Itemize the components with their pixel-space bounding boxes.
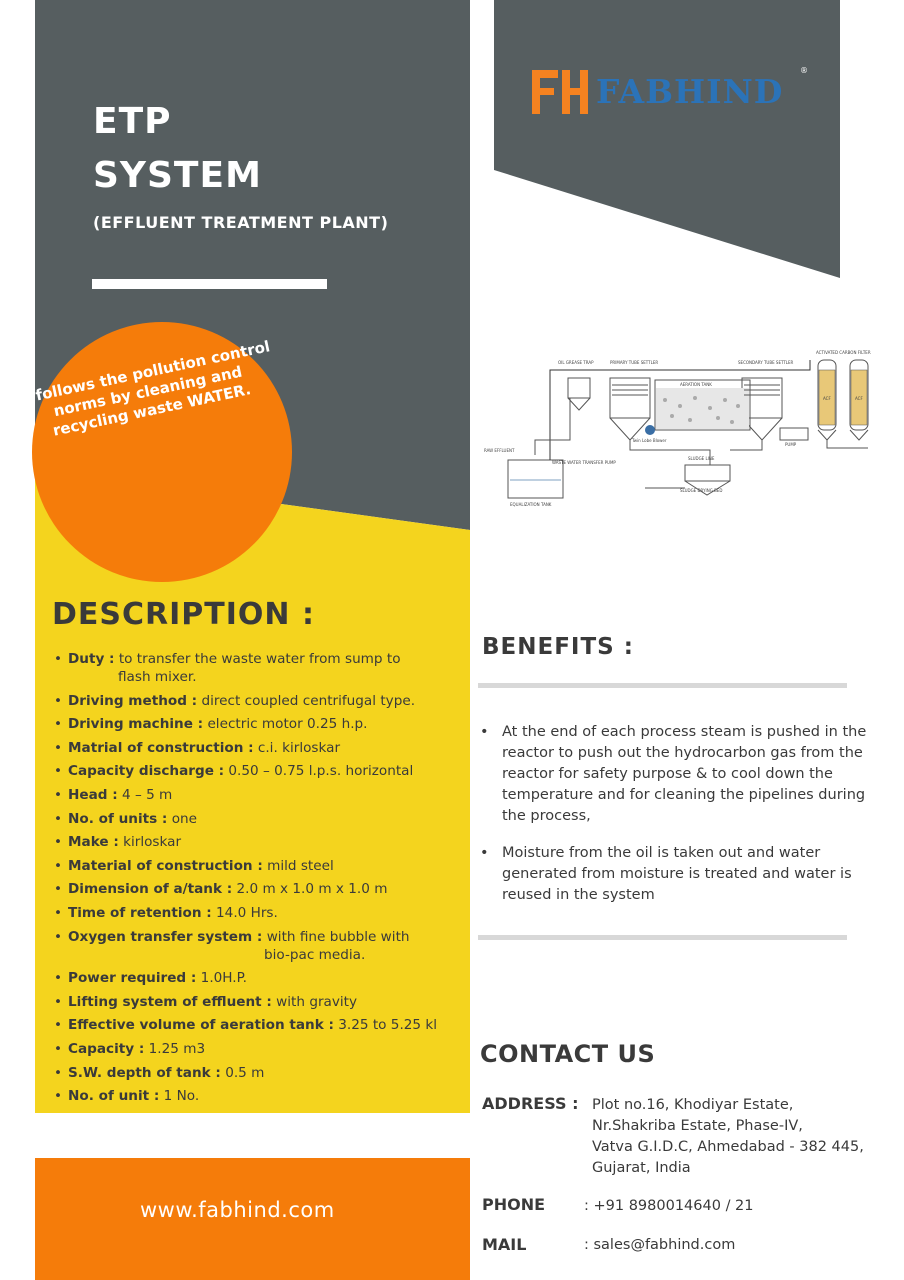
dark-right-panel bbox=[494, 0, 840, 278]
description-item bbox=[54, 810, 466, 828]
description-key: Make : bbox=[68, 834, 119, 851]
title-line-2: SYSTEM bbox=[93, 155, 262, 196]
benefits-heading: BENEFITS : bbox=[482, 634, 634, 660]
description-value: direct coupled centrifugal type. bbox=[201, 692, 416, 709]
address-label: ADDRESS : bbox=[482, 1094, 579, 1113]
description-key: Oxygen transfer system : bbox=[68, 928, 263, 945]
description-heading: DESCRIPTION : bbox=[52, 597, 315, 632]
logo-text: FABHIND bbox=[596, 72, 784, 111]
description-key: Effective volume of aeration tank : bbox=[68, 1017, 334, 1034]
description-item bbox=[54, 650, 466, 686]
description-key: S.W. depth of tank : bbox=[68, 1064, 221, 1081]
description-value: 3.25 to 5.25 kl bbox=[338, 1017, 438, 1034]
description-value: c.i. kirloskar bbox=[257, 739, 341, 756]
description-value: to transfer the waste water from sump to bbox=[118, 651, 401, 667]
description-item bbox=[54, 715, 466, 733]
description-item bbox=[54, 1087, 466, 1105]
description-value: 1.25 m3 bbox=[148, 1040, 206, 1057]
description-item bbox=[54, 1040, 466, 1058]
description-continuation: bio-pac media. bbox=[264, 946, 366, 963]
contact-heading: CONTACT US bbox=[480, 1040, 656, 1068]
address-line-4: Gujarat, India bbox=[592, 1160, 691, 1176]
description-item bbox=[54, 928, 466, 964]
diagram-label-acf-2: ACF bbox=[855, 396, 863, 401]
diagram-label-sludge-line: SLUDGE LINE bbox=[688, 456, 715, 461]
benefits-rule-bottom bbox=[478, 935, 847, 940]
description-key: No. of units : bbox=[68, 810, 168, 827]
description-value: with gravity bbox=[276, 993, 358, 1010]
description-item bbox=[54, 762, 466, 780]
description-item bbox=[54, 692, 466, 710]
description-value: kirloskar bbox=[123, 834, 182, 851]
diagram-label-primary-settler: PRIMARY TUBE SETTLER bbox=[610, 360, 659, 365]
diagram-label-transfer-pump: WASTE WATER TRANSFER PUMP bbox=[552, 460, 616, 465]
description-item bbox=[54, 1016, 466, 1034]
address-block bbox=[592, 1095, 892, 1179]
description-key: Duty : bbox=[68, 651, 115, 667]
benefits-rule-top bbox=[478, 683, 847, 688]
description-item bbox=[54, 833, 466, 851]
description-item bbox=[54, 857, 466, 875]
address-line-1: Plot no.16, Khodiyar Estate, bbox=[592, 1097, 794, 1113]
mail-value[interactable]: : sales@fabhind.com bbox=[584, 1237, 736, 1253]
benefit-item: • At the end of each process steam is pushed in the reactor to push out the hydrocarbon gas from the reactor for safety purpose & to cool down the temperature and for cleaning the pipelines during the process, bbox=[480, 722, 880, 827]
diagram-label-oil-grease-trap: OIL GREASE TRAP bbox=[558, 360, 594, 365]
description-continuation: flash mixer. bbox=[118, 669, 197, 685]
subtitle: (EFFLUENT TREATMENT PLANT) bbox=[93, 213, 389, 232]
description-value: 2.0 m x 1.0 m x 1.0 m bbox=[236, 881, 388, 898]
address-line-3: Vatva G.I.D.C, Ahmedabad - 382 445, bbox=[592, 1139, 864, 1155]
description-value: electric motor 0.25 h.p. bbox=[207, 716, 368, 733]
circle-tagline: It follows the pollution control norms by cleaning and recycling waste WATER. bbox=[16, 337, 272, 440]
description-item bbox=[54, 739, 466, 757]
website-link[interactable]: www.fabhind.com bbox=[140, 1198, 335, 1222]
description-key: Dimension of a/tank : bbox=[68, 881, 233, 898]
description-key: No. of unit : bbox=[68, 1088, 160, 1105]
description-value: 1.0H.P. bbox=[200, 970, 247, 987]
benefits-list bbox=[480, 722, 880, 922]
diagram-label-twin-lobe-blower: Twin Lobe Blower bbox=[632, 438, 667, 443]
description-list bbox=[54, 650, 466, 1111]
title-line-1: ETP bbox=[93, 101, 172, 142]
title-underline bbox=[92, 279, 327, 289]
description-key: Time of retention : bbox=[68, 904, 212, 921]
phone-value[interactable]: : +91 8980014640 / 21 bbox=[584, 1198, 754, 1214]
description-key: Power required : bbox=[68, 970, 197, 987]
description-item bbox=[54, 880, 466, 898]
description-item bbox=[54, 786, 466, 804]
description-key: Driving machine : bbox=[68, 716, 204, 733]
description-item bbox=[54, 993, 466, 1011]
description-value: 0.50 – 0.75 l.p.s. horizontal bbox=[228, 763, 414, 780]
description-key: Material of construction : bbox=[68, 857, 263, 874]
description-item bbox=[54, 969, 466, 987]
fabhind-logo-icon bbox=[530, 66, 592, 118]
logo bbox=[530, 66, 810, 118]
diagram-label-sludge-drying-bed: SLUDGE DRYING BED bbox=[680, 488, 723, 493]
description-item bbox=[54, 904, 466, 922]
mail-label: MAIL bbox=[482, 1235, 527, 1254]
diagram-label-pump: PUMP bbox=[785, 442, 797, 447]
description-key: Capacity : bbox=[68, 1040, 145, 1057]
description-value: mild steel bbox=[267, 857, 334, 874]
description-value: 1 No. bbox=[163, 1088, 200, 1105]
description-key: Driving method : bbox=[68, 692, 198, 709]
description-value: 0.5 m bbox=[225, 1064, 265, 1081]
description-value: 4 – 5 m bbox=[122, 786, 173, 803]
description-value: with fine bubble with bbox=[266, 928, 410, 945]
description-key: Capacity discharge : bbox=[68, 763, 225, 780]
address-line-2: Nr.Shakriba Estate, Phase-IV, bbox=[592, 1118, 803, 1134]
diagram-label-acf-1: ACF bbox=[823, 396, 831, 401]
diagram-label-aeration-tank: AERATION TANK bbox=[680, 382, 712, 387]
diagram-label-secondary-settler: SECONDARY TUBE SETTLER bbox=[738, 360, 794, 365]
description-key: Matrial of construction : bbox=[68, 739, 254, 756]
benefit-item: • Moisture from the oil is taken out and water generated from moisture is treated and water is reused in the system bbox=[480, 843, 880, 906]
registered-mark: ® bbox=[800, 66, 808, 75]
diagram-label-activated-carbon: ACTIVATED CARBON FILTER bbox=[816, 350, 871, 355]
diagram-label-raw-effluent: RAW EFFLUENT bbox=[484, 448, 515, 453]
description-key: Lifting system of effluent : bbox=[68, 993, 272, 1010]
description-value: 14.0 Hrs. bbox=[216, 904, 278, 921]
phone-label: PHONE bbox=[482, 1195, 546, 1214]
description-value: one bbox=[171, 810, 197, 827]
etp-process-diagram bbox=[480, 340, 880, 520]
diagram-label-equalization-tank: EQUALIZATION TANK bbox=[510, 502, 552, 507]
description-item bbox=[54, 1064, 466, 1082]
description-key: Head : bbox=[68, 786, 118, 803]
